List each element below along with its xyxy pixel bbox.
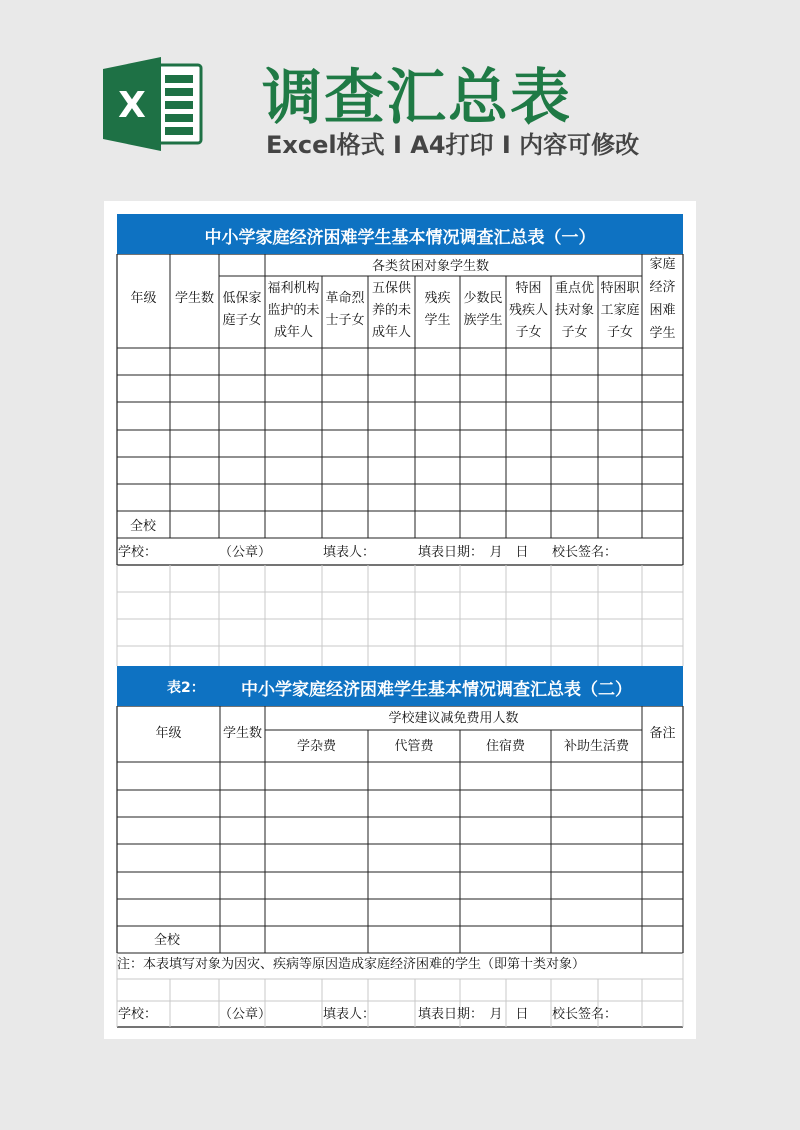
table1-subcol-line: 低保家 <box>222 291 262 306</box>
table1-footer-filler: 填表人： <box>323 545 376 560</box>
logo-letter: X <box>118 85 146 126</box>
table1-subcol-line: 革命烈 <box>325 291 365 306</box>
table2-footer-school: 学校： <box>118 1007 158 1022</box>
table2-col-note: 备注 <box>649 726 676 741</box>
table2-col-students: 学生数 <box>222 726 262 741</box>
table1-subcol-line: 工家庭 <box>600 303 640 318</box>
table1-subcol-line: 福利机构 <box>267 281 320 296</box>
page-subtitle: Excel格式 Ⅰ A4打印 Ⅰ 内容可修改 <box>266 131 640 159</box>
table2-footer-principal: 校长签名： <box>552 1007 618 1022</box>
table2-footer-date: 填表日期： 月 日 <box>418 1007 529 1022</box>
table2-col-grade: 年级 <box>155 726 182 741</box>
table2-title: 中小学家庭经济困难学生基本情况调查汇总表（二） <box>241 680 632 700</box>
table1-footer-date: 填表日期： 月 日 <box>418 545 529 560</box>
table1-subcol-line: 学生 <box>424 313 451 328</box>
table1-lastcol-line: 学生 <box>649 326 676 341</box>
page-header <box>0 0 800 195</box>
table1-subcol-line: 少数民 <box>463 291 503 306</box>
table1-subcol-line: 庭子女 <box>222 313 262 328</box>
table1-col-students: 学生数 <box>174 291 214 306</box>
table1-subcol-line: 五保供 <box>371 281 411 296</box>
table1-footer-school: 学校： <box>118 545 158 560</box>
table1-title: 中小学家庭经济困难学生基本情况调查汇总表（一） <box>204 228 596 248</box>
table1-col-grade: 年级 <box>130 291 157 306</box>
table1-subcol-line: 士子女 <box>325 313 365 328</box>
table2-group-header: 学校建议减免费用人数 <box>388 711 519 726</box>
table1-subcol-line: 特困 <box>515 281 542 296</box>
excel-icon <box>103 57 203 151</box>
table2-subcol-header: 学杂费 <box>296 739 336 754</box>
table2-note: 注：本表填写对象为因灾、疾病等原因造成家庭经济困难的学生（即第十类对象） <box>117 957 586 972</box>
table1-group-header: 各类贫困对象学生数 <box>371 259 489 274</box>
table1-footer-seal: （公章） <box>219 545 272 560</box>
table1-lastcol-line: 经济 <box>649 280 676 295</box>
table1-title-band <box>117 214 683 254</box>
table2-footer-seal: （公章） <box>219 1007 272 1022</box>
table1-subcol-line: 成年人 <box>371 325 411 340</box>
table1-subcol-line: 子女 <box>515 325 542 340</box>
table1-subcol-line: 子女 <box>561 325 588 340</box>
table1-subcol-line: 扶对象 <box>554 303 594 318</box>
table2-footer-filler: 填表人： <box>323 1007 376 1022</box>
table1-subcol-line: 养的未 <box>371 303 411 318</box>
table1-subcol-line: 监护的未 <box>267 303 320 318</box>
table1-subcol-line: 族学生 <box>463 313 503 328</box>
table1-total-label: 全校 <box>130 519 157 534</box>
sheet <box>104 201 696 1039</box>
table2-subcol-header: 代管费 <box>394 739 434 754</box>
table1-subcol-line: 特困职 <box>600 281 640 296</box>
table1-subcol-line: 残疾 <box>424 291 451 306</box>
table1-subcol-line: 重点优 <box>554 281 594 296</box>
table1-lastcol-line: 困难 <box>649 303 676 318</box>
table2-subcol-header: 补助生活费 <box>563 739 629 754</box>
table2-total-label: 全校 <box>154 933 181 948</box>
table1-subcol-line: 成年人 <box>273 325 313 340</box>
table1-subcol-line: 子女 <box>606 325 633 340</box>
table2-subcol-header: 住宿费 <box>485 739 525 754</box>
page-title: 调查汇总表 <box>262 63 572 133</box>
table1-lastcol-line: 家庭 <box>649 257 676 272</box>
table1-footer-principal: 校长签名： <box>552 545 618 560</box>
table2-title-band <box>117 666 683 706</box>
table2-label: 表2： <box>167 680 205 696</box>
table1-subcol-line: 残疾人 <box>508 303 548 318</box>
